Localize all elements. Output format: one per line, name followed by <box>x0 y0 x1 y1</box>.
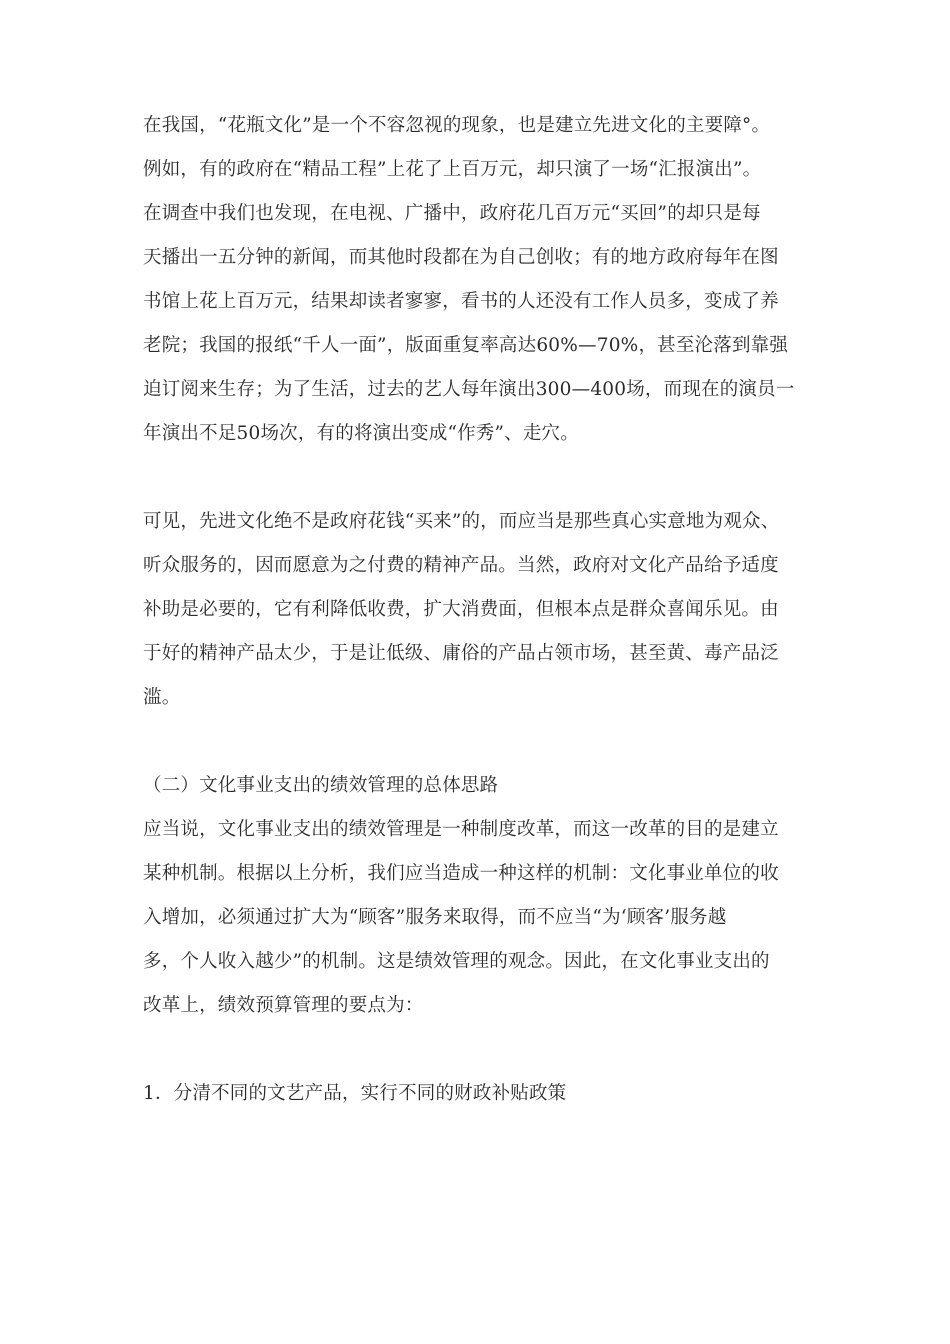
text-line: 老院；我国的报纸“千人一面”，版面重复率高达60%—70%，甚至沦落到靠强 <box>143 335 789 356</box>
text-line: 书馆上花上百万元，结果却读者寥寥，看书的人还没有工作人员多，变成了养 <box>143 291 779 312</box>
text-line: 年演出不足50场次，有的将演出变成“作秀”、走穴。 <box>143 423 579 444</box>
text-line: 听众服务的，因而愿意为之付费的精神产品。当然，政府对文化产品给予适度 <box>143 555 779 576</box>
text-line: 入增加，必须通过扩大为“顾客”服务来取得，而不应当“为‘顾客’服务越 <box>143 907 727 928</box>
text-line: 应当说，文化事业支出的绩效管理是一种制度改革，而这一改革的目的是建立 <box>143 819 779 840</box>
text-line: 补助是必要的，它有利降低收费，扩大消费面，但根本点是群众喜闻乐见。由 <box>143 599 779 620</box>
text-line: 于好的精神产品太少，于是让低级、庸俗的产品占领市场，甚至黄、毒产品泛 <box>143 643 779 664</box>
text-line: 在调查中我们也发现，在电视、广播中，政府花几百万元“买回”的却只是每 <box>143 203 761 224</box>
text-line: 多，个人收入越少”的机制。这是绩效管理的观念。因此，在文化事业支出的 <box>143 951 770 972</box>
text-line: 滥。 <box>143 687 181 708</box>
text-line: 迫订阅来生存；为了生活，过去的艺人每年演出300—400场，而现在的演员一 <box>143 379 795 400</box>
text-line: 在我国，“花瓶文化”是一个不容忽视的现象，也是建立先进文化的主要障°。 <box>143 115 771 136</box>
text-line: 天播出一五分钟的新闻，而其他时段都在为自己创收；有的地方政府每年在图 <box>143 247 779 268</box>
text-line: 某种机制。根据以上分析，我们应当造成一种这样的机制：文化事业单位的收 <box>143 863 779 884</box>
section-heading: （二）文化事业支出的绩效管理的总体思路 <box>143 775 499 796</box>
text-line: 可见，先进文化绝不是政府花钱“买来”的，而应当是那些真心实意地为观众、 <box>143 511 780 532</box>
numbered-subheading: 1．分清不同的文艺产品，实行不同的财政补贴政策 <box>143 1083 567 1104</box>
text-line: 例如，有的政府在“精品工程”上花了上百万元，却只演了一场“汇报演出”。 <box>143 159 762 180</box>
text-line: 改革上，绩效预算管理的要点为： <box>143 995 424 1016</box>
